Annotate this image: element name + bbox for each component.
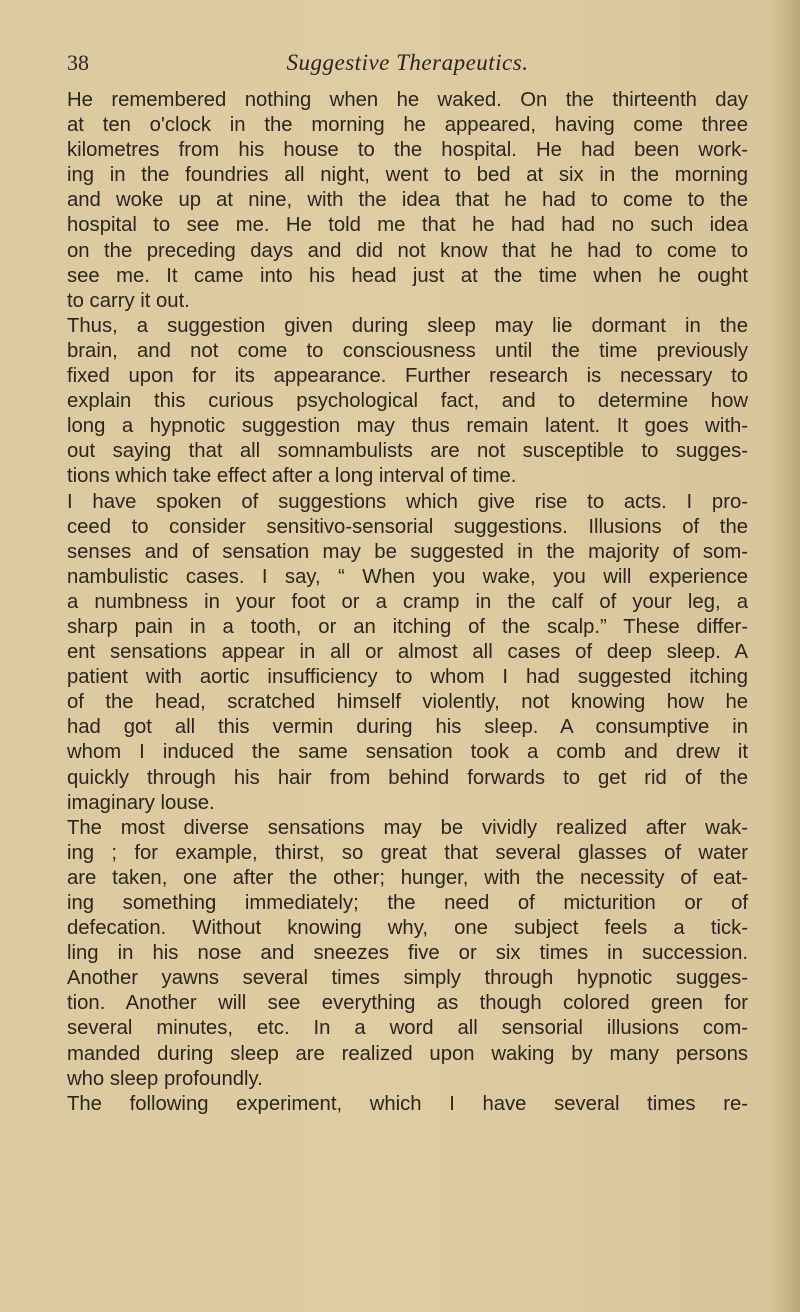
text-line: ing something immediately; the need of micturition or of <box>67 892 748 914</box>
text-line: tion. Another will see everything as though colored green for <box>67 992 748 1015</box>
text-line: are taken, one after the other; hunger, with the necessity of eat- <box>67 866 748 889</box>
text-line: nambulistic cases. I say, “ When you wake, you will experience <box>67 565 748 588</box>
page-number: 38 <box>67 50 89 75</box>
text-line: several minutes, etc. In a word all sensorial illusions com- <box>67 1017 748 1040</box>
text-line: defecation. Without knowing why, one subject feels a tick- <box>67 917 748 940</box>
text-line: long a hypnotic suggestion may thus remain latent. It goes with- <box>67 415 748 438</box>
text-line: The most diverse sensations may be vividly realized after wak- <box>67 816 748 839</box>
text-line: on the preceding days and did not know that he had to come to <box>67 239 748 262</box>
text-line: kilometres from his house to the hospital. He had been work- <box>67 139 748 162</box>
page-body-text <box>67 88 748 1117</box>
text-line: to carry it out. <box>67 289 190 312</box>
text-line: sharp pain in a tooth, or an itching of the scalp.” These differ- <box>67 615 748 638</box>
text-line: had got all this vermin during his sleep. A consumptive in <box>67 716 748 739</box>
text-line: explain this curious psychological fact, and to determine how <box>67 390 748 413</box>
text-line: and woke up at nine, with the idea that he had to come to the <box>67 189 748 212</box>
text-line: see me. It came into his head just at the time when he ought <box>67 264 748 287</box>
text-line: He remembered nothing when he waked. On the thirteenth day <box>67 89 748 111</box>
text-line: imaginary louse. <box>67 791 215 814</box>
running-title: Suggestive Therapeutics. <box>286 50 529 75</box>
text-line: senses and of sensation may be suggested in the majority of som- <box>67 540 748 563</box>
text-line: hospital to see me. He told me that he had had no such idea <box>67 214 748 237</box>
text-line: ing in the foundries all night, went to bed at six in the morning <box>67 164 748 187</box>
text-line: ent sensations appear in all or almost all cases of deep sleep. A <box>67 641 748 664</box>
text-line: at ten o'clock in the morning he appeared, having come three <box>67 114 748 137</box>
text-line: of the head, scratched himself violently, not knowing how he <box>67 691 748 714</box>
text-line: The following experiment, which I have several times re- <box>67 1092 748 1115</box>
text-line: tions which take effect after a long interval of time. <box>67 465 517 488</box>
text-line: quickly through his hair from behind forwards to get rid of the <box>67 766 748 789</box>
text-line: fixed upon for its appearance. Further research is necessary to <box>67 365 748 388</box>
text-line: ling in his nose and sneezes five or six times in succession. <box>67 942 748 965</box>
text-line: a numbness in your foot or a cramp in the calf of your leg, a <box>67 590 748 613</box>
text-line: I have spoken of suggestions which give rise to acts. I pro- <box>67 490 748 513</box>
text-line: who sleep profoundly. <box>67 1067 263 1090</box>
text-line: out saying that all somnambulists are not susceptible to sugges- <box>67 440 748 463</box>
text-line: manded during sleep are realized upon waking by many persons <box>67 1042 748 1065</box>
text-line: patient with aortic insufficiency to whom I had suggested itching <box>67 666 748 689</box>
text-line: Another yawns several times simply through hypnotic sugges- <box>67 967 748 990</box>
running-header <box>67 50 748 80</box>
text-line: Thus, a suggestion given during sleep may lie dormant in the <box>67 314 748 337</box>
text-line: brain, and not come to consciousness until the time previously <box>67 339 748 362</box>
text-line: ing ; for example, thirst, so great that several glasses of water <box>67 841 748 864</box>
text-line: ceed to consider sensitivo-sensorial suggestions. Illusions of the <box>67 515 748 538</box>
text-line: whom I induced the same sensation took a comb and drew it <box>67 741 748 764</box>
